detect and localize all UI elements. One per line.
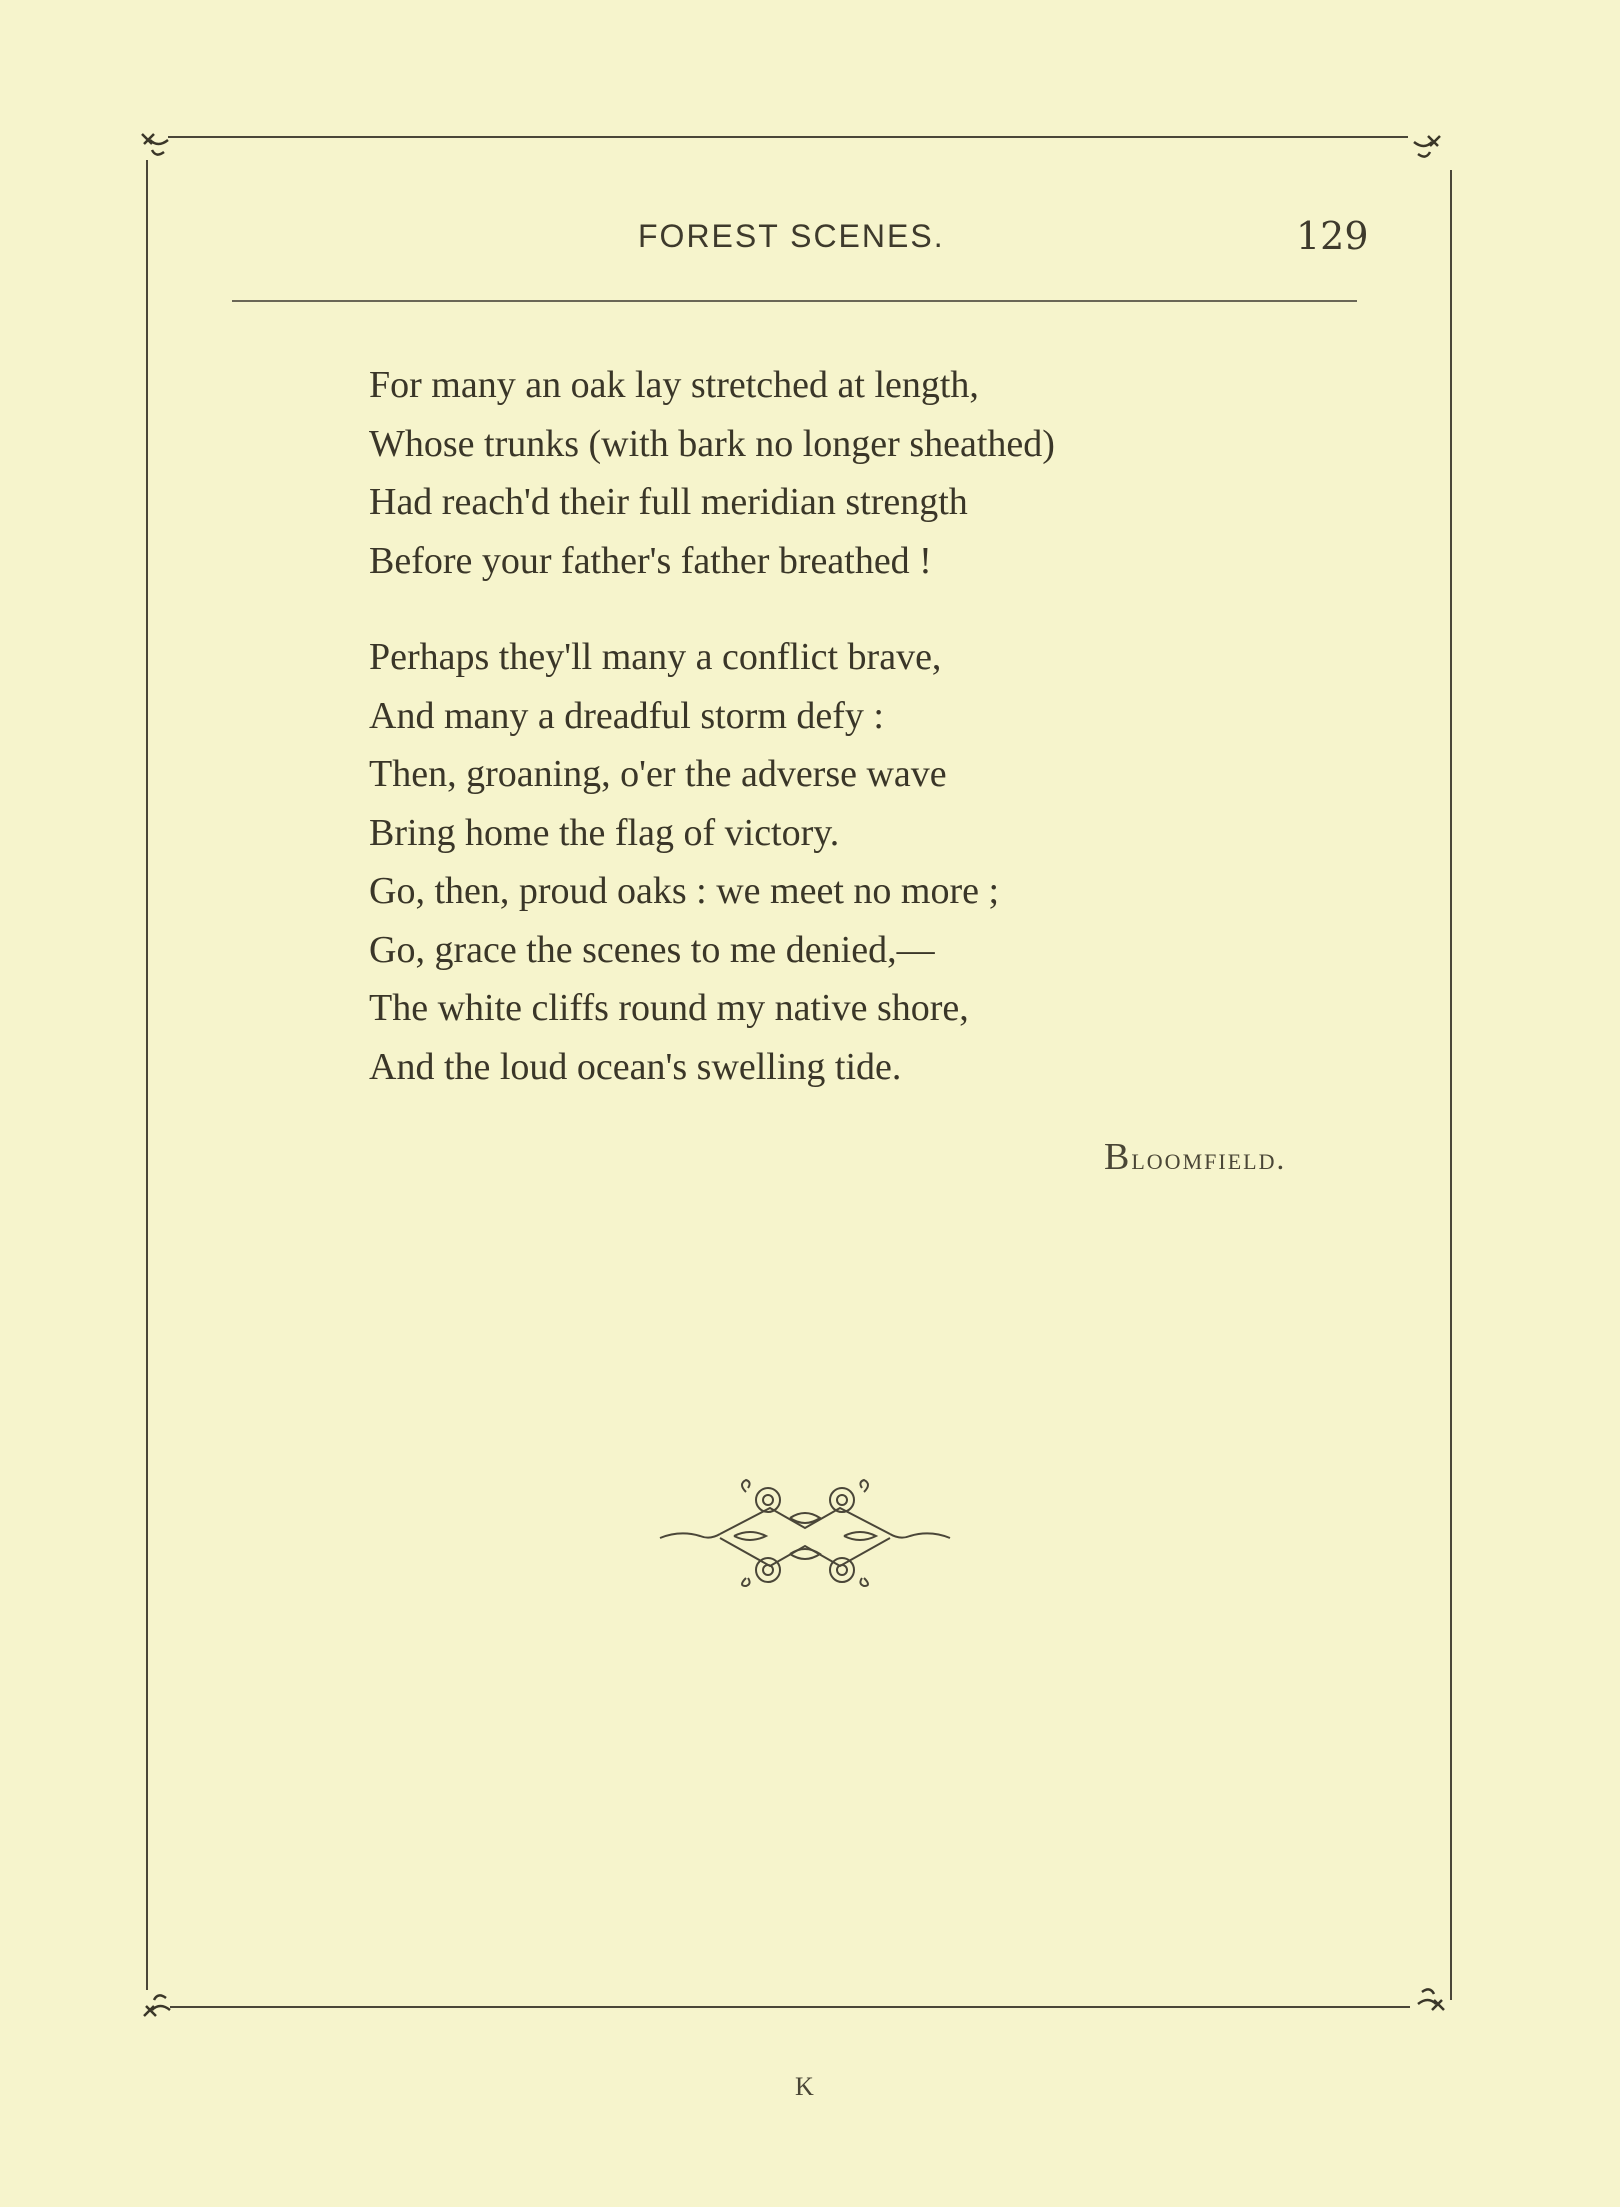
poem-line: Then, groaning, o'er the adverse wave [369, 753, 947, 795]
poem-stanza-2 [369, 628, 999, 1096]
poem-line: The white cliffs round my native shore, [369, 987, 969, 1029]
poem-line: For many an oak lay stretched at length, [369, 364, 979, 406]
poem-author: Bloomfield. [1104, 1136, 1287, 1178]
header-rule [232, 300, 1357, 302]
poem-line: Go, then, proud oaks : we meet no more ; [369, 870, 1000, 912]
poem-line: Had reach'd their full meridian strength [369, 481, 968, 523]
corner-ornament-top-right-icon [1410, 132, 1444, 166]
frame-right-border [1450, 170, 1452, 2000]
poem-line: Perhaps they'll many a conflict brave, [369, 636, 942, 678]
frame-top-border [168, 136, 1408, 138]
poem-line: Go, grace the scenes to me denied,— [369, 928, 935, 971]
poem-line: Bring home the flag of victory. [369, 811, 840, 854]
poem-line: And the loud ocean's swelling tide. [369, 1045, 902, 1088]
poem-line: Whose trunks (with bark no longer sheathed) [369, 422, 1055, 465]
frame-left-border [146, 160, 148, 1990]
poem-line: Before your father's father breathed ! [369, 539, 932, 582]
corner-ornament-top-left-icon [138, 130, 172, 164]
corner-ornament-bottom-right-icon [1414, 1980, 1448, 2014]
frame-bottom-border [170, 2006, 1410, 2008]
running-header-title: FOREST SCENES. [638, 218, 945, 254]
poem-stanza-1 [369, 356, 1055, 590]
tailpiece-ornament-icon [650, 1478, 960, 1588]
page-number: 129 [1296, 214, 1369, 258]
printer-signature: K [795, 2072, 814, 2101]
poem-line: And many a dreadful storm defy : [369, 694, 884, 737]
corner-ornament-bottom-left-icon [140, 1986, 174, 2020]
